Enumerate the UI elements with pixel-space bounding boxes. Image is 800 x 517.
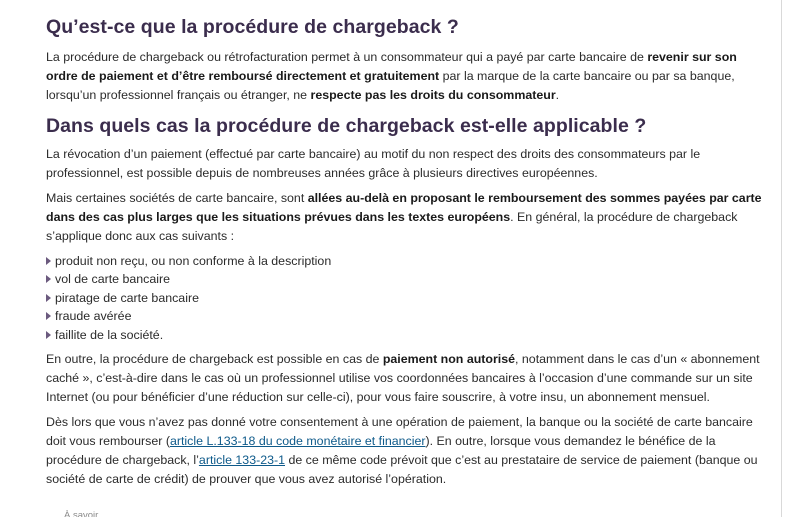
bold-segment: paiement non autorisé [382,352,516,367]
text-segment: . [555,88,560,102]
list-item [46,270,764,288]
text-segment: Mais certaines sociétés de carte bancaire, sont [46,191,308,205]
text-segment: ). En outre, lorsque vous demandez le bénéfice de la procédure de chargeback, l’ [46,434,716,468]
bold-segment: allées au-delà en proposant le remboursement des sommes payées par carte dans des cas plus larges que les situations prévues dans les textes européens [46,191,762,224]
paragraph-definition [46,48,764,105]
cases-list [46,252,764,344]
article-content [46,14,764,489]
a-savoir-label: À savoir [64,510,99,517]
list-item [46,326,764,344]
section-title-applicable-cases: Dans quels cas la procédure de chargeback est-elle applicable ? [46,115,647,137]
list-item [46,307,764,325]
paragraph-refund-law [46,413,764,489]
list-item [46,252,764,270]
paragraph-card-companies [46,189,764,246]
text-segment: de ce même code prévoit que c’est au prestataire de service de paiement (banque ou société de carte de crédit) de prouver que vous avez autorisé l’opération. [46,453,758,487]
section-title-chargeback: Qu’est-ce que la procédure de chargeback ? [46,16,459,38]
text-segment: La procédure de chargeback ou rétrofacturation permet à un consommateur qui a payé par carte bancaire de [46,50,648,64]
bold-segment: respecte pas les droits du consommateur [310,88,556,102]
list-item-label: produit non reçu, ou non conforme à la description [55,254,332,268]
bold-segment: revenir sur son ordre de paiement et d’être remboursé directement et gratuitement [46,50,737,83]
triangle-bullet-icon [46,275,51,283]
text-segment: , notamment dans le cas d’un « abonnement caché », c’est-à-dire dans le cas où un professionnel utilise vos coordonnées bancaires à l’occasion d’une commande sur un site Internet (ou pour bénéficier d’une réduction sur celle-ci), pour vous faire souscrire, à votre insu, un abonnement mensuel. [46,352,760,405]
list-item-label: faillite de la société. [55,327,164,342]
link-article-133-23-1[interactable]: article 133-23-1 [198,453,286,468]
paragraph-revocation: La révocation d’un paiement (effectué par carte bancaire) au motif du non respect des droits des consommateurs par le professionnel, est possible depuis de nombreuses années grâce à plusieurs directives européennes. [46,147,701,180]
text-segment: Dès lors que vous n’avez pas donné votre consentement à une opération de paiement, la banque ou la société de carte bancaire doit vous rembourser ( [46,415,753,449]
triangle-bullet-icon [46,331,51,339]
triangle-bullet-icon [46,257,51,265]
text-segment: par la marque de la carte bancaire ou par sa banque, lorsqu’un professionnel français ou étranger, ne [46,69,735,102]
link-article-l133-18[interactable]: article L.133-18 du code monétaire et financier [169,434,426,449]
text-segment: . En général, la procédure de chargeback s’applique donc aux cas suivants : [46,210,738,243]
list-item [46,289,764,307]
right-border [781,0,782,517]
list-item-label: piratage de carte bancaire [55,290,199,305]
paragraph-unauthorized-payment [46,350,764,407]
text-segment: En outre, la procédure de chargeback est possible en cas de [46,352,383,367]
list-item-label: fraude avérée [55,309,132,324]
triangle-bullet-icon [46,312,51,320]
list-item-label: vol de carte bancaire [55,272,171,287]
triangle-bullet-icon [46,294,51,302]
